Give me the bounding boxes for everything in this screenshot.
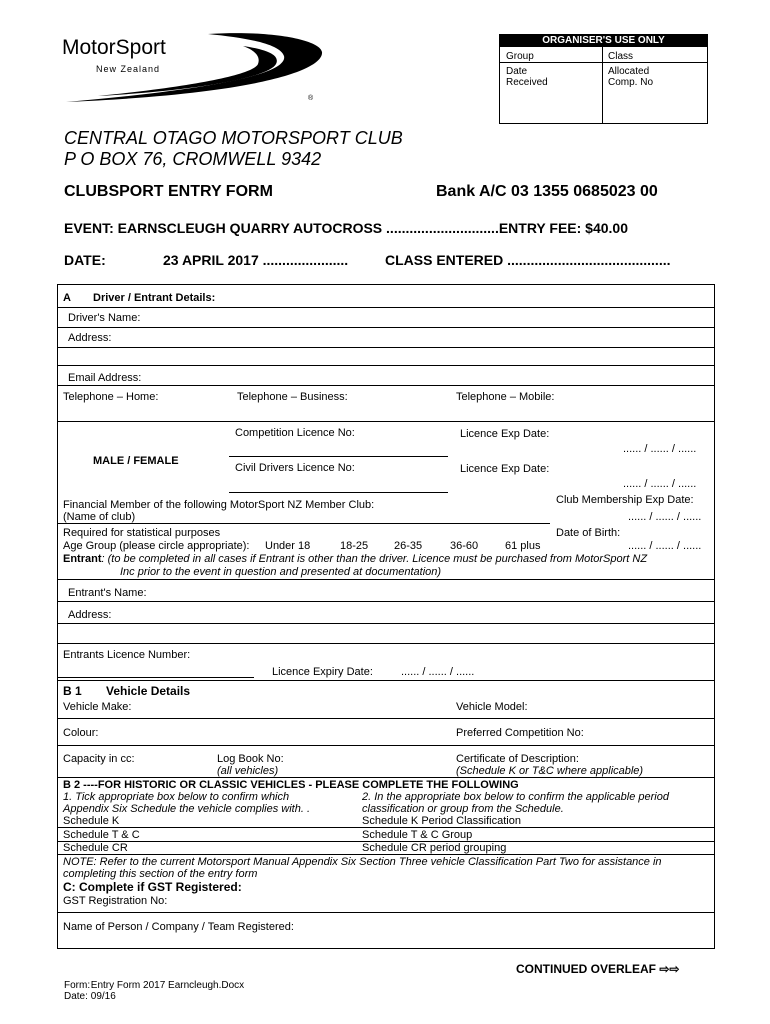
svg-text:New Zealand: New Zealand bbox=[96, 64, 161, 74]
class-label: Class bbox=[608, 51, 634, 62]
cert-description-field[interactable]: Certificate of Description: bbox=[456, 753, 579, 765]
section-c-title: C: Complete if GST Registered: bbox=[63, 880, 242, 894]
registered-name-field[interactable]: Name of Person / Company / Team Registered: bbox=[63, 921, 294, 933]
logbook-note: (all vehicles) bbox=[217, 765, 279, 777]
b2-instruction-1b: Appendix Six Schedule the vehicle complies with. . bbox=[63, 803, 311, 815]
date-value: 23 APRIL 2017 ...................... bbox=[163, 252, 349, 268]
cert-schedule-note: (Schedule K or T&C where applicable) bbox=[456, 765, 644, 777]
continued-overleaf: CONTINUED OVERLEAF ⇨⇨ bbox=[516, 962, 680, 976]
section-b1-title: Vehicle Details bbox=[106, 684, 191, 698]
schedule-k-period-field[interactable]: Schedule K Period Classification bbox=[362, 815, 521, 827]
form-title: CLUBSPORT ENTRY FORM bbox=[64, 183, 273, 200]
section-a-letter: A bbox=[63, 292, 71, 304]
gender-selector[interactable]: MALE / FEMALE bbox=[93, 455, 179, 467]
email-field[interactable]: Email Address: bbox=[68, 372, 142, 384]
tel-mobile-field[interactable]: Telephone – Mobile: bbox=[456, 391, 555, 403]
entrant-licence-field[interactable]: Entrants Licence Number: bbox=[63, 649, 191, 661]
section-b1-letter: B 1 bbox=[63, 684, 82, 698]
entrant-note: Entrant: (to be completed in all cases if Entrant is other than the driver. Licence must be purchased from MotorSport NZ bbox=[63, 553, 648, 565]
bank-account: Bank A/C 03 1355 0685023 00 bbox=[436, 183, 658, 200]
age-option[interactable]: 26-35 bbox=[394, 540, 423, 552]
licence-expiry-label: Licence Expiry Date: bbox=[272, 666, 373, 678]
drivers-name-field[interactable]: Driver's Name: bbox=[68, 312, 141, 324]
motorsport-nz-logo bbox=[58, 32, 328, 107]
b2-instruction-1: 1. Tick appropriate box below to confirm which bbox=[63, 791, 290, 803]
entrant-address-field[interactable]: Address: bbox=[68, 609, 112, 621]
organiser-title: ORGANISER'S USE ONLY bbox=[500, 35, 707, 47]
age-option[interactable]: 18-25 bbox=[340, 540, 369, 552]
schedule-tc-group-field[interactable]: Schedule T & C Group bbox=[362, 829, 473, 841]
club-address: P O BOX 76, CROMWELL 9342 bbox=[64, 149, 322, 169]
section-a-title: Driver / Entrant Details: bbox=[93, 292, 216, 304]
licence-exp-label-2: Licence Exp Date: bbox=[460, 463, 550, 475]
licence-expiry-date[interactable]: ...... / ...... / ...... bbox=[401, 666, 475, 678]
licence-exp-date-2[interactable]: ...... / ...... / ...... bbox=[623, 478, 697, 490]
comp-no-label: Comp. No bbox=[608, 77, 654, 88]
tel-business-field[interactable]: Telephone – Business: bbox=[237, 391, 348, 403]
age-option[interactable]: Under 18 bbox=[265, 540, 311, 552]
logo-swoosh-icon bbox=[58, 32, 328, 107]
footer: Form: Entry Form 2017 Earncleugh.Docx Date: 09/16 bbox=[64, 980, 245, 1002]
age-option[interactable]: 36-60 bbox=[450, 540, 479, 552]
civil-licence-field[interactable]: Civil Drivers Licence No: bbox=[235, 462, 355, 474]
schedule-tc-checkbox[interactable]: Schedule T & C bbox=[63, 829, 140, 841]
club-name: CENTRAL OTAGO MOTORSPORT CLUB bbox=[64, 128, 403, 148]
date-label: DATE: bbox=[64, 252, 106, 268]
entry-form bbox=[57, 284, 715, 949]
gst-field[interactable]: GST Registration No: bbox=[63, 895, 168, 907]
club-heading bbox=[64, 128, 403, 170]
entrants-name-field[interactable]: Entrant's Name: bbox=[68, 587, 147, 599]
dob-date[interactable]: ...... / ...... / ...... bbox=[628, 540, 702, 552]
svg-text:MotorSport: MotorSport bbox=[62, 36, 166, 59]
organiser-use-box bbox=[499, 34, 708, 124]
tel-home-field[interactable]: Telephone – Home: bbox=[63, 391, 159, 403]
b2-instruction-2b: classification or group from the Schedule. bbox=[362, 803, 564, 815]
comp-licence-field[interactable]: Competition Licence No: bbox=[235, 427, 355, 439]
b2-note-2: completing this section of the entry form bbox=[63, 868, 258, 880]
date-label: Date bbox=[506, 66, 528, 77]
age-group-label: Age Group (please circle appropriate): bbox=[63, 540, 250, 552]
group-label: Group bbox=[506, 51, 534, 62]
class-entered: CLASS ENTERED .......................................... bbox=[385, 252, 671, 268]
address-field[interactable]: Address: bbox=[68, 332, 112, 344]
event-line: EVENT: EARNSCLEUGH QUARRY AUTOCROSS .............................ENTRY FEE: $40.00 bbox=[64, 220, 628, 236]
pref-comp-no-field[interactable]: Preferred Competition No: bbox=[456, 727, 584, 739]
club-exp-label: Club Membership Exp Date: bbox=[556, 494, 694, 506]
licence-exp-label-1: Licence Exp Date: bbox=[460, 428, 550, 440]
svg-text:®: ® bbox=[308, 95, 314, 102]
colour-field[interactable]: Colour: bbox=[63, 727, 99, 739]
capacity-field[interactable]: Capacity in cc: bbox=[63, 753, 135, 765]
schedule-cr-period-field[interactable]: Schedule CR period grouping bbox=[362, 842, 507, 854]
vehicle-model-field[interactable]: Vehicle Model: bbox=[456, 701, 528, 713]
licence-exp-date-1[interactable]: ...... / ...... / ...... bbox=[623, 443, 697, 455]
schedule-k-checkbox[interactable]: Schedule K bbox=[63, 815, 120, 827]
statistical-label: Required for statistical purposes bbox=[63, 527, 221, 539]
b2-instruction-2: 2. In the appropriate box below to confirm the applicable period bbox=[362, 791, 669, 803]
b2-note: NOTE: Refer to the current Motorsport Manual Appendix Six Section Three vehicle Classification Part Two for assistance in bbox=[63, 856, 662, 868]
vehicle-make-field[interactable]: Vehicle Make: bbox=[63, 701, 132, 713]
financial-member-label: Financial Member of the following MotorSport NZ Member Club: bbox=[63, 499, 375, 511]
age-option[interactable]: 61 plus bbox=[505, 540, 541, 552]
allocated-label: Allocated bbox=[608, 66, 650, 77]
schedule-cr-checkbox[interactable]: Schedule CR bbox=[63, 842, 128, 854]
club-name-field[interactable]: (Name of club) bbox=[63, 511, 136, 523]
section-b2-title: B 2 ----FOR HISTORIC OR CLASSIC VEHICLES - PLEASE COMPLETE THE FOLLOWING bbox=[63, 779, 519, 791]
entrant-note-2: Inc prior to the event in question and presented at documentation) bbox=[120, 566, 442, 578]
dob-label: Date of Birth: bbox=[556, 527, 621, 539]
club-exp-date[interactable]: ...... / ...... / ...... bbox=[628, 511, 702, 523]
logbook-field[interactable]: Log Book No: bbox=[217, 753, 284, 765]
received-label: Received bbox=[506, 77, 548, 88]
